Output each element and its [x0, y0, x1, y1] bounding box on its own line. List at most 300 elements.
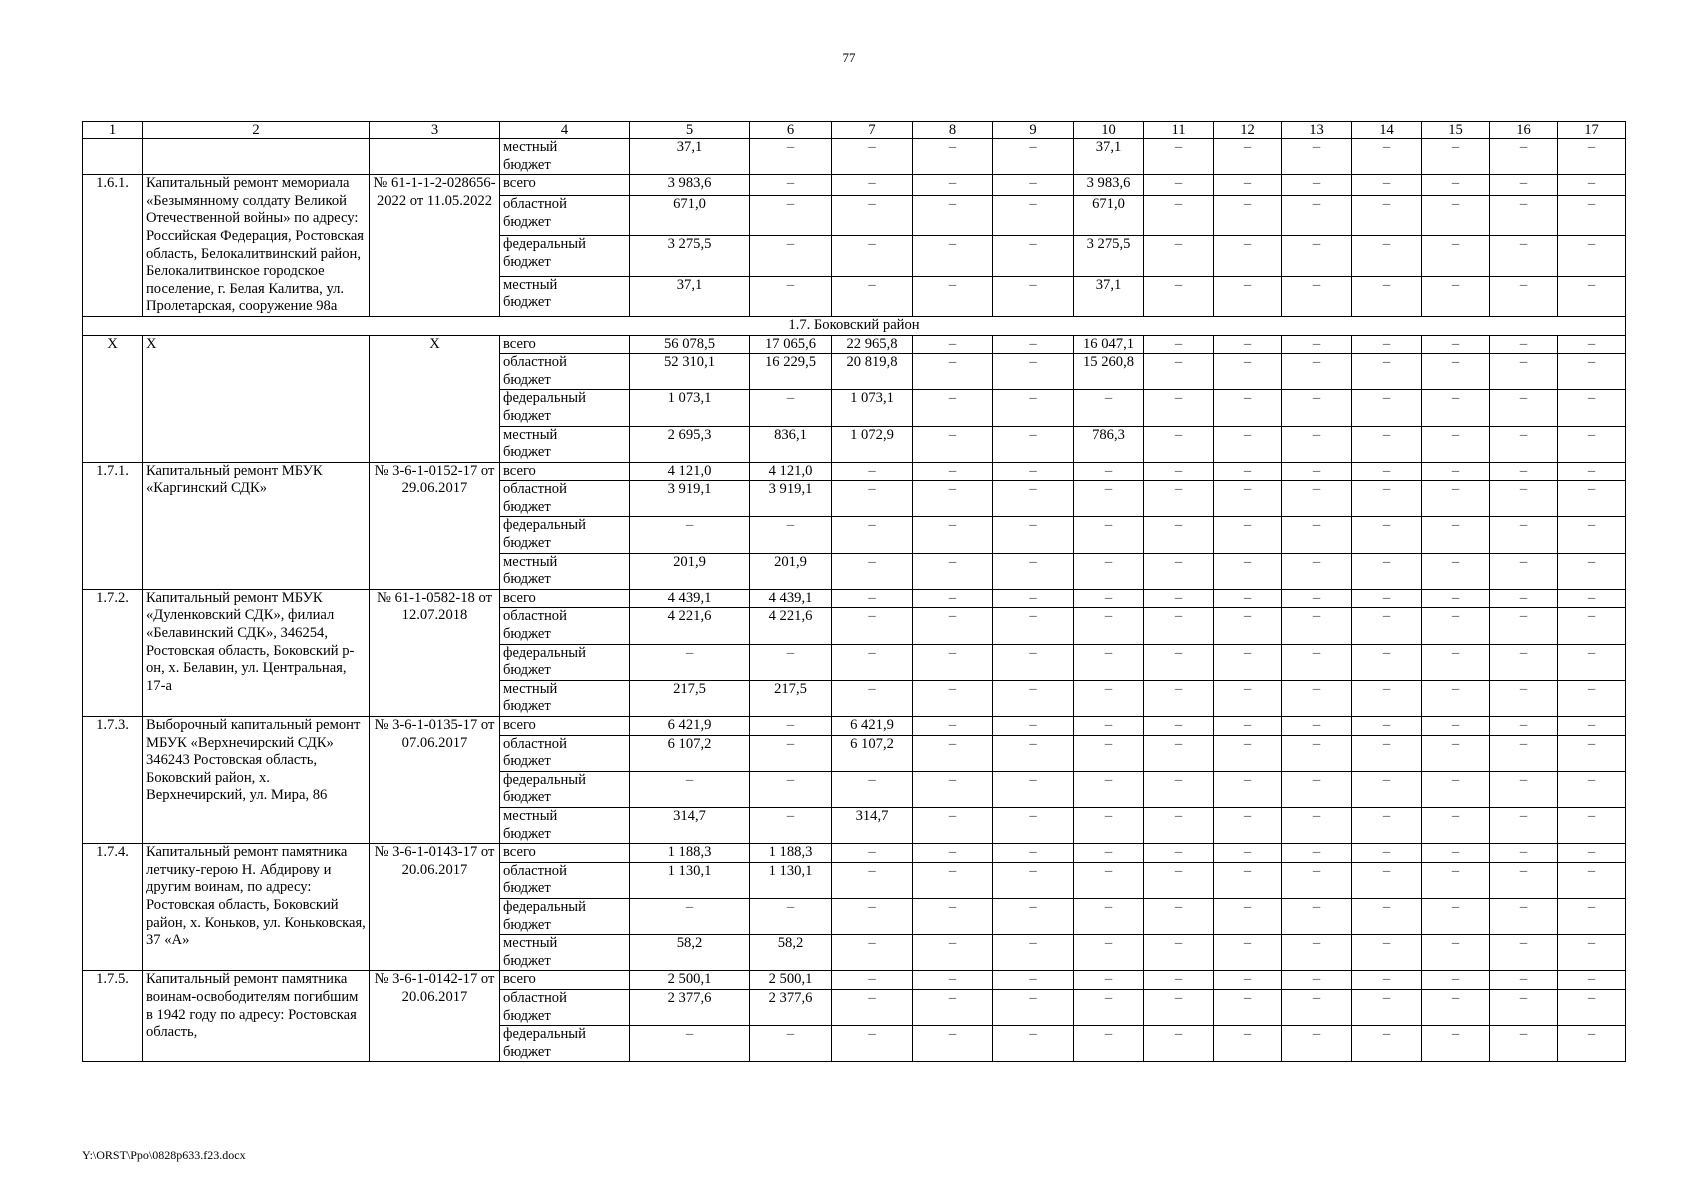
- cell-value: –: [1490, 195, 1558, 235]
- cell-value: –: [1422, 390, 1490, 426]
- cell-value: –: [1074, 1026, 1144, 1062]
- column-number-row: [83, 122, 1626, 139]
- cell-item-number: 1.7.5.: [83, 971, 143, 1062]
- cell-value: –: [1422, 195, 1490, 235]
- cell-value: 201,9: [750, 553, 832, 589]
- cell-value: –: [1422, 139, 1490, 175]
- cell-budget-type: всего: [500, 971, 630, 990]
- cell-value: –: [1074, 844, 1144, 863]
- cell-value: –: [750, 771, 832, 807]
- cell-value: –: [913, 236, 993, 276]
- cell-value: –: [913, 462, 993, 481]
- cell-value: 15 260,8: [1074, 354, 1144, 390]
- table-row: [83, 139, 1626, 175]
- cell-value: –: [1422, 553, 1490, 589]
- cell-value: –: [1074, 553, 1144, 589]
- cell-value: –: [1490, 390, 1558, 426]
- cell-value: 2 377,6: [630, 989, 750, 1025]
- cell-value: 6 107,2: [832, 735, 913, 771]
- cell-object-name: Капитальный ремонт памятника летчику-герою Н. Абдирову и другим воинам, по адресу: Ростовская область, Боковский район, х. Коньков, ул. Коньковская, 37 «А»: [143, 844, 370, 971]
- cell-value: –: [1490, 608, 1558, 644]
- cell-value: –: [993, 390, 1074, 426]
- cell-value: –: [1282, 898, 1352, 934]
- cell-value: –: [993, 844, 1074, 863]
- cell-budget-type: всего: [500, 589, 630, 608]
- cell-value: –: [832, 771, 913, 807]
- cell-value: –: [832, 898, 913, 934]
- column-header: 14: [1352, 122, 1422, 139]
- column-header: 6: [750, 122, 832, 139]
- cell-value: –: [1144, 971, 1214, 990]
- cell-value: –: [832, 481, 913, 517]
- cell-value: –: [1490, 971, 1558, 990]
- cell-value: –: [1422, 898, 1490, 934]
- cell-value: –: [1490, 139, 1558, 175]
- cell-value: –: [832, 276, 913, 316]
- cell-value: 314,7: [832, 807, 913, 843]
- cell-value: –: [1352, 735, 1422, 771]
- cell-value: 786,3: [1074, 426, 1144, 462]
- cell-value: –: [1214, 335, 1282, 354]
- cell-value: –: [1490, 335, 1558, 354]
- cell-value: –: [1352, 175, 1422, 196]
- cell-value: –: [993, 862, 1074, 898]
- page-number: 77: [842, 50, 856, 65]
- cell-value: –: [1558, 1026, 1626, 1062]
- cell-budget-type: федеральный бюджет: [500, 390, 630, 426]
- cell-value: –: [1558, 589, 1626, 608]
- cell-value: –: [832, 139, 913, 175]
- cell-value: –: [1490, 354, 1558, 390]
- cell-value: –: [1352, 426, 1422, 462]
- cell-value: –: [993, 195, 1074, 235]
- cell-value: –: [1214, 390, 1282, 426]
- cell-value: –: [1144, 807, 1214, 843]
- cell-value: –: [1144, 139, 1214, 175]
- cell-value: –: [913, 989, 993, 1025]
- cell-value: –: [1144, 1026, 1214, 1062]
- cell-value: –: [1558, 175, 1626, 196]
- cell-value: –: [630, 771, 750, 807]
- cell-value: –: [1144, 426, 1214, 462]
- cell-object-name: Х: [143, 335, 370, 462]
- cell-value: –: [1422, 426, 1490, 462]
- cell-value: –: [1490, 462, 1558, 481]
- cell-budget-type: всего: [500, 335, 630, 354]
- cell-item-number: 1.6.1.: [83, 175, 143, 317]
- cell-value: 1 130,1: [750, 862, 832, 898]
- cell-value: –: [913, 771, 993, 807]
- cell-value: 1 130,1: [630, 862, 750, 898]
- cell-value: –: [1144, 517, 1214, 553]
- cell-value: –: [1558, 680, 1626, 716]
- cell-value: 4 121,0: [630, 462, 750, 481]
- cell-value: –: [1422, 971, 1490, 990]
- cell-value: 1 073,1: [630, 390, 750, 426]
- cell-value: –: [1144, 644, 1214, 680]
- cell-value: –: [1144, 589, 1214, 608]
- cell-empty: [143, 139, 370, 175]
- cell-budget-type: всего: [500, 462, 630, 481]
- cell-budget-type: всего: [500, 175, 630, 196]
- cell-value: –: [913, 807, 993, 843]
- cell-value: –: [1282, 680, 1352, 716]
- cell-value: –: [1282, 236, 1352, 276]
- cell-value: –: [1490, 935, 1558, 971]
- cell-value: –: [1422, 935, 1490, 971]
- cell-value: –: [750, 139, 832, 175]
- cell-value: –: [1352, 771, 1422, 807]
- cell-value: –: [1214, 1026, 1282, 1062]
- cell-value: –: [913, 481, 993, 517]
- cell-budget-type: федеральный бюджет: [500, 236, 630, 276]
- cell-value: –: [832, 553, 913, 589]
- cell-value: –: [1490, 898, 1558, 934]
- cell-document: № 3-6-1-0135-17 от 07.06.2017: [370, 717, 500, 844]
- cell-value: –: [1214, 608, 1282, 644]
- cell-value: –: [1422, 862, 1490, 898]
- cell-value: –: [1074, 771, 1144, 807]
- cell-value: –: [1282, 139, 1352, 175]
- cell-item-number: 1.7.1.: [83, 462, 143, 589]
- cell-value: –: [1282, 989, 1352, 1025]
- cell-item-number: 1.7.3.: [83, 717, 143, 844]
- cell-value: –: [1144, 935, 1214, 971]
- cell-value: –: [750, 717, 832, 736]
- cell-value: –: [1214, 589, 1282, 608]
- cell-value: –: [993, 989, 1074, 1025]
- cell-value: 2 500,1: [750, 971, 832, 990]
- budget-table: [82, 121, 1626, 1062]
- cell-item-number: 1.7.2.: [83, 589, 143, 716]
- cell-value: –: [1144, 844, 1214, 863]
- cell-value: –: [1282, 335, 1352, 354]
- cell-value: –: [1352, 195, 1422, 235]
- cell-value: –: [1144, 195, 1214, 235]
- cell-value: –: [913, 971, 993, 990]
- cell-value: –: [1490, 236, 1558, 276]
- cell-value: –: [1282, 844, 1352, 863]
- cell-object-name: Капитальный ремонт МБУК «Каргинский СДК»: [143, 462, 370, 589]
- cell-value: –: [1282, 735, 1352, 771]
- cell-empty: [83, 139, 143, 175]
- cell-value: –: [1282, 175, 1352, 196]
- cell-value: –: [1214, 139, 1282, 175]
- cell-value: –: [832, 462, 913, 481]
- cell-value: –: [1144, 771, 1214, 807]
- cell-value: 217,5: [630, 680, 750, 716]
- cell-budget-type: федеральный бюджет: [500, 771, 630, 807]
- cell-value: –: [913, 717, 993, 736]
- cell-value: –: [1490, 989, 1558, 1025]
- cell-value: –: [913, 844, 993, 863]
- cell-value: –: [1214, 971, 1282, 990]
- cell-value: –: [1558, 354, 1626, 390]
- cell-value: –: [1352, 589, 1422, 608]
- cell-value: –: [913, 426, 993, 462]
- cell-value: –: [1214, 862, 1282, 898]
- cell-value: –: [993, 807, 1074, 843]
- cell-value: –: [1490, 735, 1558, 771]
- cell-value: 4 439,1: [630, 589, 750, 608]
- cell-value: –: [1282, 354, 1352, 390]
- column-header: 9: [993, 122, 1074, 139]
- cell-value: –: [1214, 989, 1282, 1025]
- cell-value: 58,2: [750, 935, 832, 971]
- cell-value: –: [1422, 517, 1490, 553]
- cell-value: –: [993, 644, 1074, 680]
- column-header: 15: [1422, 122, 1490, 139]
- cell-value: –: [1490, 680, 1558, 716]
- cell-value: –: [1352, 989, 1422, 1025]
- cell-value: –: [1074, 462, 1144, 481]
- column-header: 12: [1214, 122, 1282, 139]
- cell-budget-type: местный бюджет: [500, 807, 630, 843]
- cell-value: –: [1352, 717, 1422, 736]
- cell-value: –: [1352, 335, 1422, 354]
- cell-value: –: [913, 862, 993, 898]
- column-header: 17: [1558, 122, 1626, 139]
- cell-value: –: [1352, 644, 1422, 680]
- cell-budget-type: всего: [500, 717, 630, 736]
- cell-value: –: [1490, 589, 1558, 608]
- cell-value: –: [1282, 971, 1352, 990]
- cell-value: –: [1282, 717, 1352, 736]
- cell-value: 1 188,3: [630, 844, 750, 863]
- cell-value: –: [913, 1026, 993, 1062]
- cell-value: –: [832, 1026, 913, 1062]
- cell-budget-type: федеральный бюджет: [500, 898, 630, 934]
- cell-value: –: [1282, 481, 1352, 517]
- cell-value: –: [1214, 426, 1282, 462]
- cell-value: –: [913, 195, 993, 235]
- cell-value: 217,5: [750, 680, 832, 716]
- cell-value: –: [1074, 717, 1144, 736]
- cell-document: № 61-1-0582-18 от 12.07.2018: [370, 589, 500, 716]
- cell-budget-type: федеральный бюджет: [500, 1026, 630, 1062]
- cell-value: –: [993, 717, 1074, 736]
- cell-value: –: [993, 481, 1074, 517]
- table-row: [83, 971, 1626, 990]
- cell-value: –: [1282, 1026, 1352, 1062]
- cell-value: –: [750, 276, 832, 316]
- cell-value: –: [993, 680, 1074, 716]
- cell-value: –: [1214, 553, 1282, 589]
- cell-value: –: [913, 335, 993, 354]
- cell-value: –: [1282, 589, 1352, 608]
- cell-value: –: [1144, 276, 1214, 316]
- cell-value: –: [750, 390, 832, 426]
- cell-budget-type: местный бюджет: [500, 426, 630, 462]
- cell-value: 2 695,3: [630, 426, 750, 462]
- cell-value: –: [630, 644, 750, 680]
- cell-value: –: [832, 517, 913, 553]
- cell-value: –: [1422, 236, 1490, 276]
- cell-value: –: [1352, 462, 1422, 481]
- cell-value: –: [1074, 971, 1144, 990]
- cell-value: –: [1144, 989, 1214, 1025]
- cell-value: –: [1214, 462, 1282, 481]
- cell-value: –: [1214, 276, 1282, 316]
- cell-budget-type: областной бюджет: [500, 195, 630, 235]
- footer-file-path: Y:\ORST\Ppo\0828p633.f23.docx: [82, 1148, 246, 1162]
- cell-value: –: [1144, 735, 1214, 771]
- table-body: [83, 122, 1626, 1062]
- cell-value: –: [1282, 426, 1352, 462]
- table-row: [83, 717, 1626, 736]
- cell-value: –: [1144, 553, 1214, 589]
- cell-value: 2 377,6: [750, 989, 832, 1025]
- cell-budget-type: федеральный бюджет: [500, 644, 630, 680]
- cell-value: –: [832, 644, 913, 680]
- cell-budget-type: всего: [500, 844, 630, 863]
- cell-object-name: Капитальный ремонт МБУК «Дуленковский СДК», филиал «Белавинский СДК», 346254, Ростовская область, Боковский р-он, х. Белавин, ул. Центральная, 17-а: [143, 589, 370, 716]
- cell-value: –: [832, 680, 913, 716]
- cell-value: –: [1074, 517, 1144, 553]
- cell-value: –: [1422, 989, 1490, 1025]
- cell-value: –: [1282, 553, 1352, 589]
- cell-empty: [370, 139, 500, 175]
- cell-budget-type: местный бюджет: [500, 680, 630, 716]
- cell-value: –: [1144, 175, 1214, 196]
- cell-value: –: [1282, 608, 1352, 644]
- cell-value: –: [1422, 771, 1490, 807]
- cell-value: –: [832, 844, 913, 863]
- cell-value: 17 065,6: [750, 335, 832, 354]
- cell-value: –: [913, 735, 993, 771]
- cell-value: –: [1074, 898, 1144, 934]
- column-header: 3: [370, 122, 500, 139]
- cell-value: –: [1352, 354, 1422, 390]
- cell-value: –: [1144, 680, 1214, 716]
- cell-budget-type: местный бюджет: [500, 276, 630, 316]
- cell-value: –: [993, 426, 1074, 462]
- cell-value: 3 919,1: [750, 481, 832, 517]
- cell-value: –: [1352, 553, 1422, 589]
- cell-value: 20 819,8: [832, 354, 913, 390]
- cell-value: –: [1558, 236, 1626, 276]
- cell-value: –: [993, 771, 1074, 807]
- cell-value: 1 188,3: [750, 844, 832, 863]
- cell-value: –: [1144, 462, 1214, 481]
- cell-value: –: [913, 898, 993, 934]
- cell-value: –: [1144, 898, 1214, 934]
- cell-value: –: [1144, 717, 1214, 736]
- cell-value: 4 221,6: [630, 608, 750, 644]
- cell-value: –: [1352, 608, 1422, 644]
- cell-budget-type: областной бюджет: [500, 354, 630, 390]
- cell-budget-type: областной бюджет: [500, 989, 630, 1025]
- cell-value: –: [1490, 553, 1558, 589]
- cell-value: –: [1558, 276, 1626, 316]
- column-header: 13: [1282, 122, 1352, 139]
- cell-value: –: [993, 735, 1074, 771]
- cell-value: –: [1214, 735, 1282, 771]
- column-header: 7: [832, 122, 913, 139]
- cell-value: –: [1352, 862, 1422, 898]
- cell-value: –: [913, 935, 993, 971]
- cell-value: –: [1214, 195, 1282, 235]
- cell-value: –: [1214, 236, 1282, 276]
- cell-value: 314,7: [630, 807, 750, 843]
- cell-value: –: [832, 195, 913, 235]
- cell-value: –: [1282, 807, 1352, 843]
- cell-value: –: [993, 898, 1074, 934]
- cell-value: –: [1144, 390, 1214, 426]
- cell-value: –: [993, 175, 1074, 196]
- cell-value: –: [1214, 517, 1282, 553]
- cell-value: –: [1558, 735, 1626, 771]
- cell-value: 2 500,1: [630, 971, 750, 990]
- section-title: 1.7. Боковский район: [83, 316, 1626, 335]
- cell-value: –: [1214, 807, 1282, 843]
- cell-value: –: [1490, 175, 1558, 196]
- cell-value: –: [750, 807, 832, 843]
- cell-value: 4 121,0: [750, 462, 832, 481]
- table-row: [83, 589, 1626, 608]
- cell-value: –: [913, 175, 993, 196]
- cell-value: –: [1558, 989, 1626, 1025]
- cell-value: –: [913, 390, 993, 426]
- cell-value: –: [1558, 481, 1626, 517]
- cell-value: –: [1214, 935, 1282, 971]
- column-header: 16: [1490, 122, 1558, 139]
- cell-value: –: [750, 1026, 832, 1062]
- cell-value: 37,1: [630, 139, 750, 175]
- cell-value: –: [1422, 481, 1490, 517]
- cell-value: 6 107,2: [630, 735, 750, 771]
- cell-value: –: [1558, 844, 1626, 863]
- cell-value: –: [1490, 717, 1558, 736]
- cell-value: –: [832, 236, 913, 276]
- cell-value: 16 229,5: [750, 354, 832, 390]
- table-row: [83, 462, 1626, 481]
- cell-value: –: [1352, 807, 1422, 843]
- cell-value: –: [1422, 807, 1490, 843]
- cell-value: –: [1422, 589, 1490, 608]
- cell-value: –: [1352, 935, 1422, 971]
- cell-value: –: [1214, 644, 1282, 680]
- cell-value: –: [913, 139, 993, 175]
- cell-value: –: [1074, 862, 1144, 898]
- cell-value: –: [1558, 390, 1626, 426]
- cell-value: –: [1422, 175, 1490, 196]
- cell-value: –: [993, 971, 1074, 990]
- cell-item-number: 1.7.4.: [83, 844, 143, 971]
- cell-value: –: [1558, 644, 1626, 680]
- cell-value: –: [1422, 1026, 1490, 1062]
- cell-value: –: [913, 644, 993, 680]
- cell-value: –: [750, 898, 832, 934]
- cell-value: –: [1074, 589, 1144, 608]
- cell-item-number: Х: [83, 335, 143, 462]
- cell-value: 37,1: [1074, 276, 1144, 316]
- cell-value: –: [1282, 462, 1352, 481]
- column-header: 1: [83, 122, 143, 139]
- column-header: 4: [500, 122, 630, 139]
- cell-budget-type: местный бюджет: [500, 935, 630, 971]
- cell-value: –: [1352, 236, 1422, 276]
- cell-value: –: [832, 862, 913, 898]
- cell-budget-type: областной бюджет: [500, 862, 630, 898]
- cell-value: –: [913, 608, 993, 644]
- column-header: 5: [630, 122, 750, 139]
- cell-value: –: [750, 236, 832, 276]
- cell-budget-type: областной бюджет: [500, 735, 630, 771]
- cell-value: –: [1074, 989, 1144, 1025]
- cell-value: –: [1144, 481, 1214, 517]
- cell-value: –: [630, 517, 750, 553]
